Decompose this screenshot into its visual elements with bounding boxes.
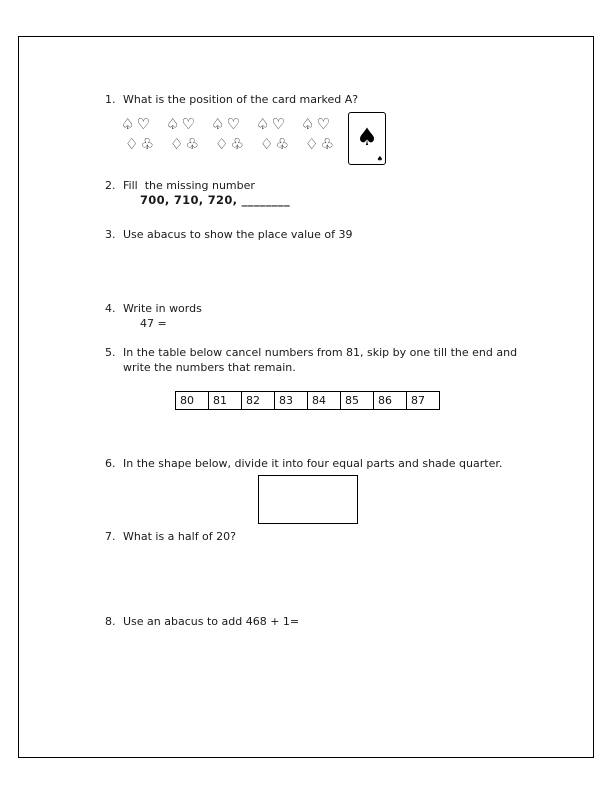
question-8	[105, 615, 299, 629]
question-2-number: 2.	[105, 179, 116, 192]
question-3-number: 3.	[105, 228, 116, 241]
question-8-text: Use an abacus to add 468 + 1=	[123, 615, 300, 628]
table-cell: 84	[308, 392, 341, 410]
diamond-club-icons: ♢♧	[260, 135, 291, 153]
question-7	[105, 530, 236, 544]
question-2	[105, 179, 255, 193]
question-4-number: 4.	[105, 302, 116, 315]
suit-group	[301, 114, 336, 154]
question-5	[105, 346, 517, 360]
question-6	[105, 457, 502, 471]
suit-group	[121, 114, 156, 154]
question-3-text: Use abacus to show the place value of 39	[123, 228, 353, 241]
spade-heart-icons: ♤♡	[166, 115, 197, 133]
table-row	[176, 392, 440, 410]
table-cell: 82	[242, 392, 275, 410]
spade-icon-small: ♠	[376, 155, 383, 163]
table-cell: 83	[275, 392, 308, 410]
question-4	[105, 302, 202, 316]
card-suit-symbols	[121, 114, 336, 154]
ace-of-spades-card	[348, 112, 386, 165]
diamond-club-icons: ♢♧	[170, 135, 201, 153]
table-cell: 85	[341, 392, 374, 410]
question-5-text-line1: In the table below cancel numbers from 81, skip by one till the end and	[123, 346, 518, 359]
question-2-sequence: 700, 710, 720, ________	[140, 193, 291, 207]
answer-shape-rectangle	[258, 475, 358, 524]
diamond-club-icons: ♢♧	[215, 135, 246, 153]
table-cell: 86	[374, 392, 407, 410]
spade-heart-icons: ♤♡	[211, 115, 242, 133]
question-7-number: 7.	[105, 530, 116, 543]
number-table	[175, 391, 440, 410]
suit-group	[211, 114, 246, 154]
question-4-text: Write in words	[123, 302, 202, 315]
question-5-number: 5.	[105, 346, 116, 359]
question-6-text: In the shape below, divide it into four equal parts and shade quarter.	[123, 457, 503, 470]
question-1-number: 1.	[105, 93, 116, 106]
suit-group	[256, 114, 291, 154]
question-6-number: 6.	[105, 457, 116, 470]
question-1	[105, 93, 358, 107]
diamond-club-icons: ♢♧	[125, 135, 156, 153]
question-3	[105, 228, 353, 242]
spade-heart-icons: ♤♡	[121, 115, 152, 133]
table-cell: 87	[407, 392, 440, 410]
question-5-text-line2: write the numbers that remain.	[123, 361, 296, 374]
spade-heart-icons: ♤♡	[256, 115, 287, 133]
suit-group	[166, 114, 201, 154]
spade-icon: ♠	[356, 123, 378, 152]
table-cell: 81	[209, 392, 242, 410]
diamond-club-icons: ♢♧	[305, 135, 336, 153]
question-7-text: What is a half of 20?	[123, 530, 236, 543]
question-2-text: Fill the missing number	[123, 179, 255, 192]
spade-heart-icons: ♤♡	[301, 115, 332, 133]
table-cell: 80	[176, 392, 209, 410]
question-8-number: 8.	[105, 615, 116, 628]
question-4-prompt: 47 =	[140, 317, 167, 330]
question-1-text: What is the position of the card marked A?	[123, 93, 359, 106]
